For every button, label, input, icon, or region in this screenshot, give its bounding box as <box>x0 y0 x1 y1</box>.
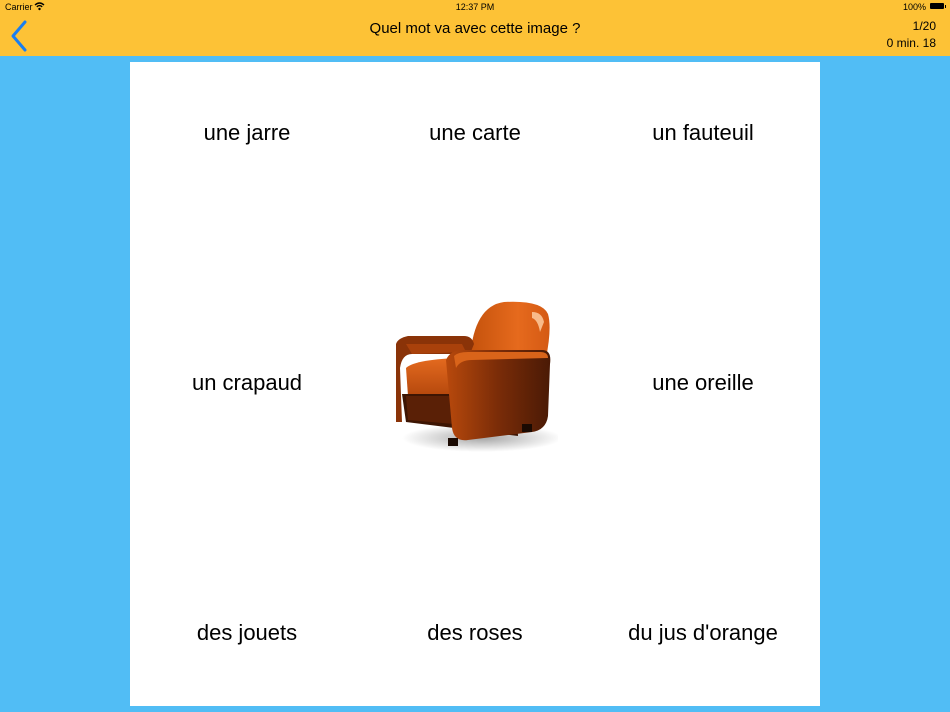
choice-option[interactable]: une oreille <box>652 370 754 395</box>
status-time: 12:37 PM <box>455 2 495 12</box>
choice-option[interactable]: un crapaud <box>191 370 303 395</box>
choice-option[interactable]: un fauteuil <box>652 120 754 145</box>
choice-option[interactable]: une carte <box>429 120 521 145</box>
choice-option[interactable]: des jouets <box>196 620 298 645</box>
battery-percent: 100% <box>902 2 926 12</box>
battery-icon <box>930 3 944 9</box>
choice-option[interactable]: des roses <box>427 620 523 645</box>
nav-bar <box>0 14 950 56</box>
choice-option[interactable]: du jus d'orange <box>628 620 778 645</box>
status-bar <box>0 0 950 14</box>
question-counter: 1/20 <box>912 19 936 33</box>
quiz-progress <box>887 18 936 52</box>
armchair-icon <box>392 298 558 458</box>
choice-option[interactable]: une jarre <box>203 120 291 145</box>
elapsed-timer: 0 min. 18 <box>886 36 936 50</box>
quiz-card <box>130 62 820 706</box>
page-title: Quel mot va avec cette image ? <box>369 20 581 37</box>
carrier-label: Carrier <box>5 2 33 12</box>
